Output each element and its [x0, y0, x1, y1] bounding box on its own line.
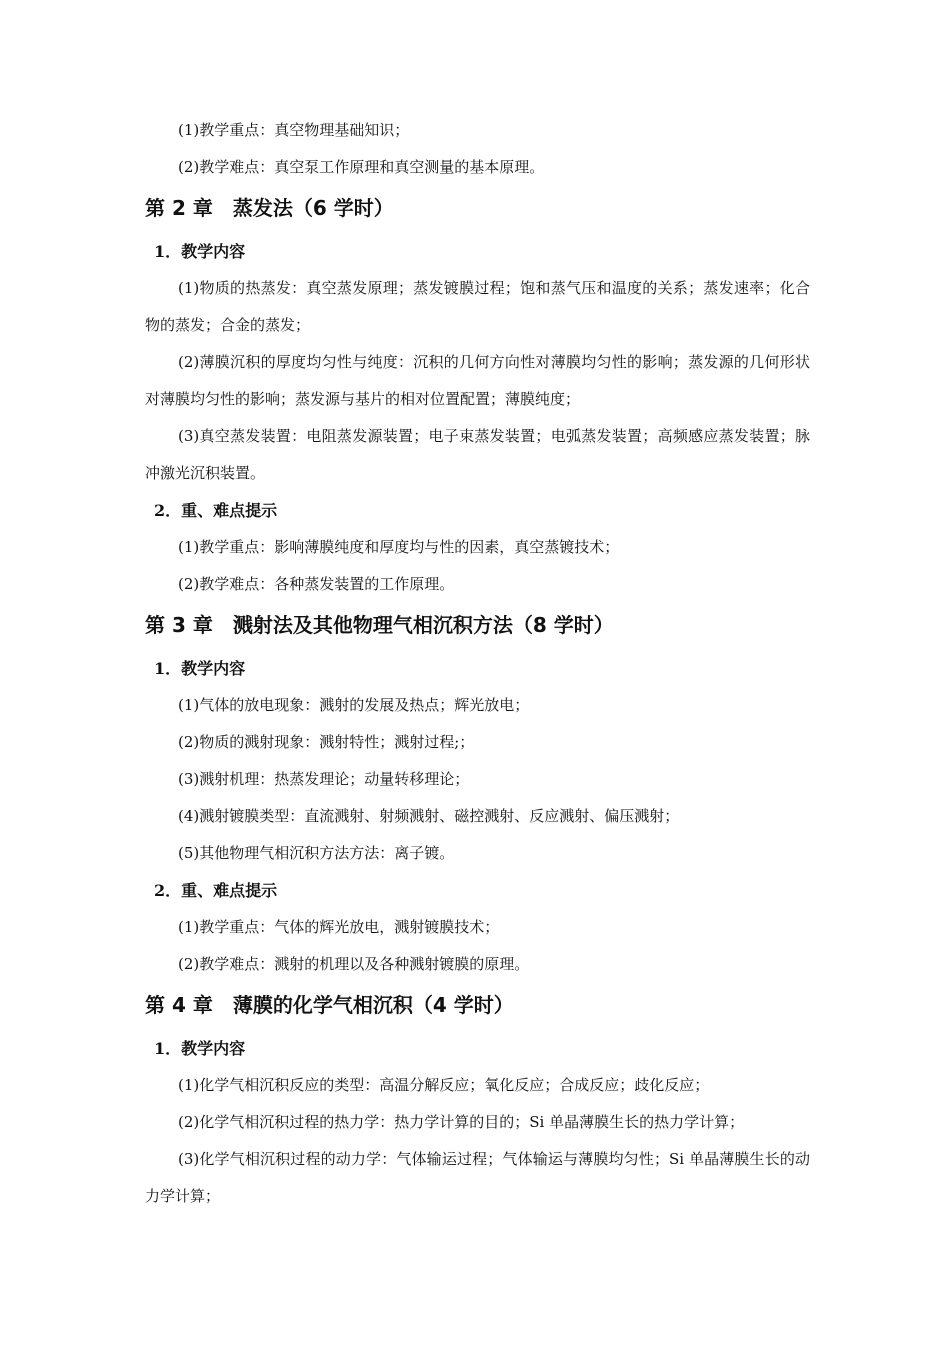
key-difficult-points-heading: 2．重、难点提示: [154, 881, 278, 900]
content-paragraph: (3)真空蒸发装置：电阻蒸发源装置；电子束蒸发装置；电弧蒸发装置；高频感应蒸发装置；脉冲激光沉积装置。: [145, 427, 810, 482]
content-paragraph: (5)其他物理气相沉积方法方法：离子镀。: [178, 844, 455, 862]
teaching-content-heading: 1．教学内容: [154, 242, 246, 261]
difficult-point-paragraph: (2)教学难点：真空泵工作原理和真空测量的基本原理。: [178, 158, 545, 176]
content-paragraph: (3)化学气相沉积过程的动力学：气体输运过程；气体输运与薄膜均匀性；Si 单晶薄膜生长的动力学计算；: [145, 1150, 810, 1205]
key-point-paragraph: (1)教学重点：影响薄膜纯度和厚度均与性的因素，真空蒸镀技术；: [178, 538, 620, 556]
chapter-2-heading: 第 2 章 蒸发法（6 学时）: [145, 196, 394, 220]
teaching-content-heading: 1．教学内容: [154, 659, 246, 678]
chapter-4-heading: 第 4 章 薄膜的化学气相沉积（4 学时）: [145, 993, 514, 1017]
content-paragraph: (1)物质的热蒸发：真空蒸发原理；蒸发镀膜过程；饱和蒸气压和温度的关系；蒸发速率；化合物的蒸发；合金的蒸发；: [145, 279, 810, 334]
content-paragraph: (1)气体的放电现象：溅射的发展及热点；辉光放电；: [178, 696, 530, 714]
content-paragraph: (2)化学气相沉积过程的热力学：热力学计算的目的；Si 单晶薄膜生长的热力学计算；: [178, 1113, 745, 1131]
content-paragraph: (2)物质的溅射现象：溅射特性；溅射过程;；: [178, 733, 475, 751]
content-paragraph: (3)溅射机理：热蒸发理论；动量转移理论；: [178, 770, 470, 788]
content-paragraph: (4)溅射镀膜类型：直流溅射、射频溅射、磁控溅射、反应溅射、偏压溅射；: [178, 807, 680, 825]
difficult-point-paragraph: (2)教学难点：溅射的机理以及各种溅射镀膜的原理。: [178, 955, 530, 973]
content-paragraph: (2)薄膜沉积的厚度均匀性与纯度：沉积的几何方向性对薄膜均匀性的影响；蒸发源的几何形状对薄膜均匀性的影响；蒸发源与基片的相对位置配置；薄膜纯度；: [145, 353, 810, 408]
key-point-paragraph: (1)教学重点：气体的辉光放电，溅射镀膜技术；: [178, 918, 500, 936]
key-point-paragraph: (1)教学重点：真空物理基础知识；: [178, 121, 410, 139]
difficult-point-paragraph: (2)教学难点：各种蒸发装置的工作原理。: [178, 575, 455, 593]
document-page: [145, 112, 810, 1215]
teaching-content-heading: 1．教学内容: [154, 1039, 246, 1058]
chapter-3-heading: 第 3 章 溅射法及其他物理气相沉积方法（8 学时）: [145, 613, 614, 637]
key-difficult-points-heading: 2．重、难点提示: [154, 501, 278, 520]
content-paragraph: (1)化学气相沉积反应的类型：高温分解反应；氧化反应；合成反应；歧化反应；: [178, 1076, 710, 1094]
